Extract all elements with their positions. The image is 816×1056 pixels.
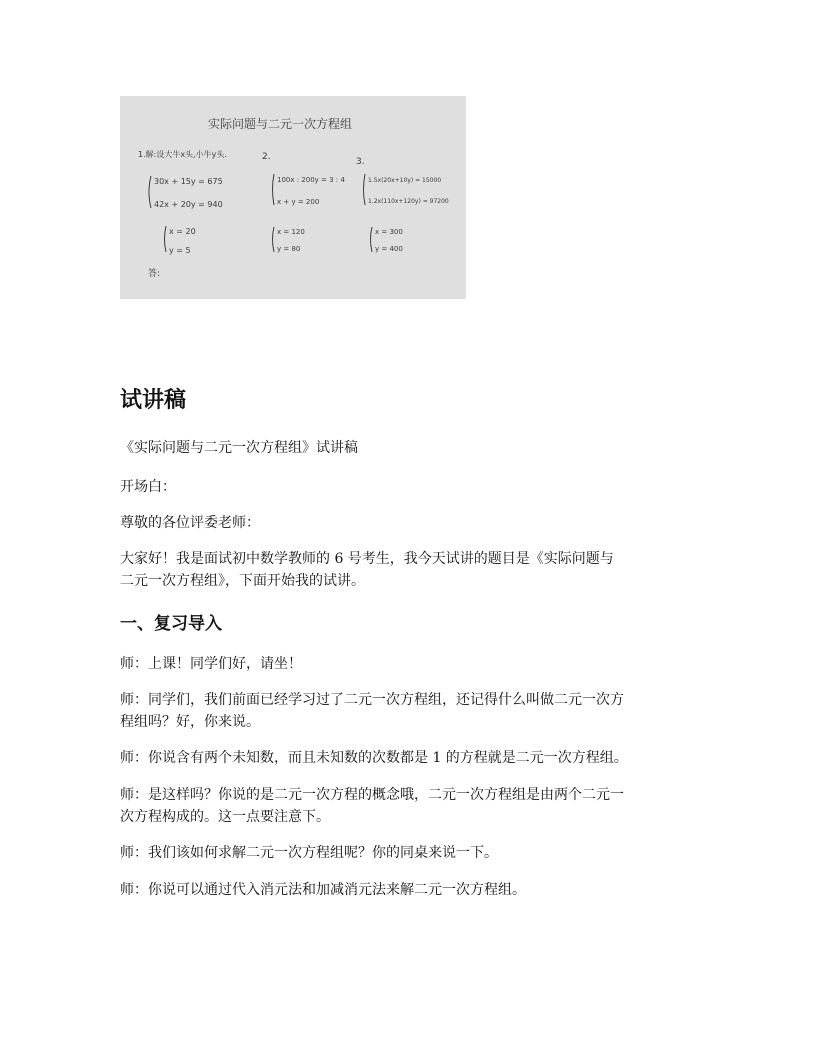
dialogue-2-line-1: 师：同学们，我们前面已经学习过了二元一次方程组，还记得什么叫做二元一次方 <box>120 692 624 708</box>
solution-1-ans2: y = 5 <box>169 246 191 255</box>
solution-3-ans1: x = 300 <box>375 228 403 236</box>
solution-1-answer-label: 答: <box>148 269 161 279</box>
subtitle-paragraph: 《实际问题与二元一次方程组》试讲稿 <box>120 440 358 456</box>
dialogue-paragraph-6: 师：你说可以通过代入消元法和加减消元法来解二元一次方程组。 <box>120 882 526 898</box>
solution-2-eq2: x + y = 200 <box>277 198 320 206</box>
dialogue-2-line-2: 程组吗？好，你来说。 <box>120 714 260 730</box>
solution-2-label: 2. <box>262 152 271 162</box>
solution-3-eq2: 1.2x(110x+120y) = 97200 <box>368 198 449 205</box>
notes-title: 实际问题与二元一次方程组 <box>208 117 353 131</box>
page-heading: 试讲稿 <box>120 388 187 413</box>
dialogue-paragraph-2 <box>120 689 700 733</box>
solution-3-eq1: 1.5x(20x+10y) = 15000 <box>368 177 442 184</box>
solution-3-ans2: y = 400 <box>375 245 403 253</box>
dialogue-paragraph-5: 师：我们该如何求解二元一次方程组呢？你的同桌来说一下。 <box>120 845 498 861</box>
dialogue-paragraph-3: 师：你说含有两个未知数，而且未知数的次数都是 1 的方程就是二元一次方程组。 <box>120 750 628 766</box>
solution-3-label: 3. <box>356 157 365 167</box>
intro-line-1: 大家好！我是面试初中数学教师的 6 号考生，我今天试讲的题目是《实际问题与 <box>120 551 614 567</box>
solution-1-eq2: 42x + 20y = 940 <box>154 200 223 209</box>
solution-2-eq1: 100x : 200y = 3 : 4 <box>277 176 345 184</box>
solution-1-ans1: x = 20 <box>169 227 196 236</box>
handwritten-notes-photo <box>120 96 466 299</box>
dialogue-4-line-1: 师：是这样吗？你说的是二元一次方程的概念哦，二元一次方程组是由两个二元一 <box>120 787 624 803</box>
dialogue-paragraph-1: 师：上课！同学们好，请坐！ <box>120 656 302 672</box>
dialogue-4-line-2: 次方程构成的。这一点要注意下。 <box>120 809 330 825</box>
solution-1-eq1: 30x + 15y = 675 <box>154 177 223 186</box>
opening-label: 开场白： <box>120 479 176 495</box>
intro-line-2: 二元一次方程组》，下面开始我的试讲。 <box>120 573 365 589</box>
solution-2-ans1: x = 120 <box>277 228 305 236</box>
intro-paragraph <box>120 548 700 592</box>
section-heading-review: 一、复习导入 <box>120 614 222 634</box>
solution-1-label: 1.解:设大牛x头,小牛y头. <box>138 150 227 159</box>
handwritten-notes-drawing <box>120 96 466 299</box>
solution-2-ans2: y = 80 <box>277 245 301 253</box>
dialogue-paragraph-4 <box>120 784 700 828</box>
greeting-paragraph: 尊敬的各位评委老师： <box>120 515 260 531</box>
